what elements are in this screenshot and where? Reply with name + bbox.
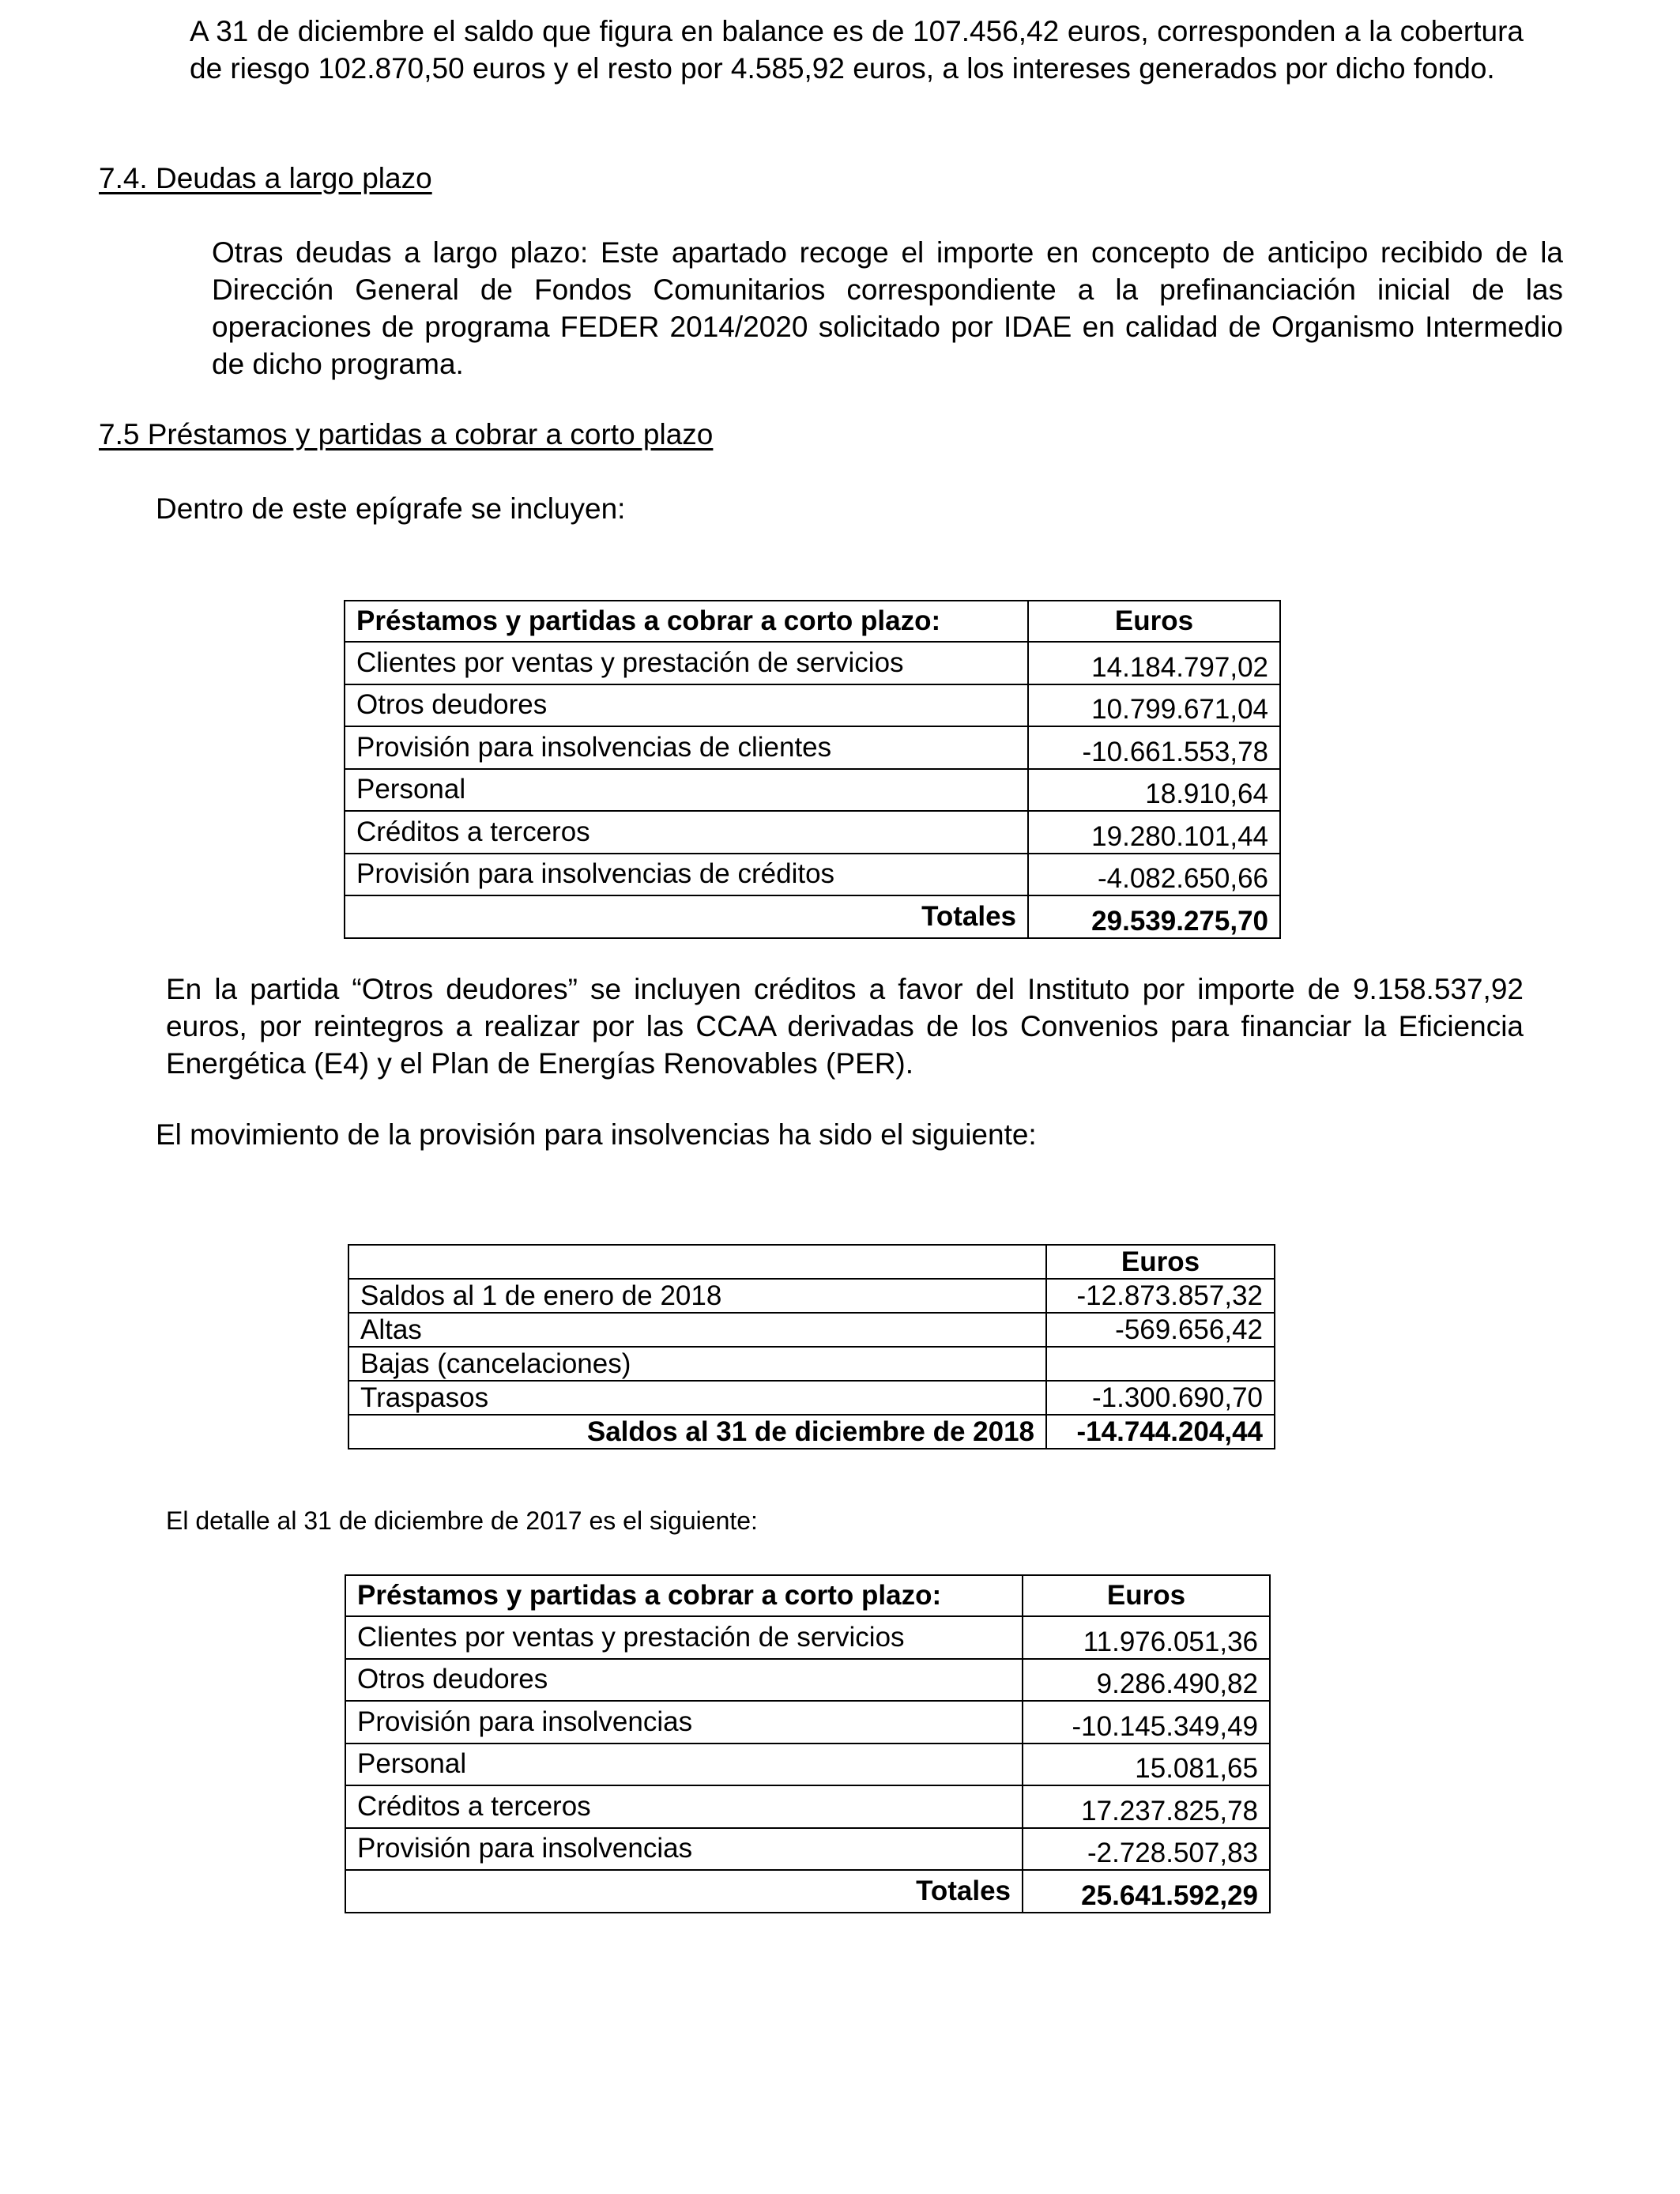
row-value: -4.082.650,66 — [1028, 854, 1280, 896]
row-value: -569.656,42 — [1046, 1313, 1275, 1347]
row-label: Traspasos — [348, 1381, 1046, 1415]
table-row — [345, 642, 1280, 684]
table-total-row — [345, 1870, 1270, 1913]
row-value: -12.873.857,32 — [1046, 1279, 1275, 1313]
table-row — [345, 1701, 1270, 1744]
row-value: 17.237.825,78 — [1023, 1785, 1270, 1828]
row-label: Personal — [345, 1744, 1023, 1786]
total-label: Totales — [345, 1870, 1023, 1913]
row-label: Otros deudores — [345, 684, 1028, 727]
row-label: Bajas (cancelaciones) — [348, 1347, 1046, 1381]
table-total-row — [345, 895, 1280, 938]
table-row — [345, 1744, 1270, 1786]
table-row — [345, 1659, 1270, 1702]
paragraph-fund-balance: A 31 de diciembre el saldo que figura en balance es de 107.456,42 euros, corresponden a la cobertura de riesgo 102.870,50 euros y el resto por 4.585,92 euros, a los intereses generados por dicho fondo. — [190, 15, 1524, 85]
table-row — [345, 1616, 1270, 1659]
total-label: Saldos al 31 de diciembre de 2018 — [348, 1415, 1046, 1449]
row-value — [1046, 1347, 1275, 1381]
total-value: 25.641.592,29 — [1023, 1870, 1270, 1913]
row-label: Clientes por ventas y prestación de servicios — [345, 1616, 1023, 1659]
row-label: Altas — [348, 1313, 1046, 1347]
row-label: Saldos al 1 de enero de 2018 — [348, 1279, 1046, 1313]
row-value: 14.184.797,02 — [1028, 642, 1280, 684]
table-total-row — [348, 1415, 1275, 1449]
heading-7-4: 7.4. Deudas a largo plazo — [99, 162, 432, 194]
row-label: Créditos a terceros — [345, 811, 1028, 854]
row-value: 15.081,65 — [1023, 1744, 1270, 1786]
total-value: -14.744.204,44 — [1046, 1415, 1275, 1449]
row-label: Provisión para insolvencias de clientes — [345, 726, 1028, 769]
total-value: 29.539.275,70 — [1028, 895, 1280, 938]
row-value: 11.976.051,36 — [1023, 1616, 1270, 1659]
loans-receivables-table-2018 — [344, 600, 1281, 939]
table-header-euros: Euros — [1028, 601, 1280, 642]
row-label: Créditos a terceros — [345, 1785, 1023, 1828]
provision-movement-table — [348, 1244, 1275, 1449]
paragraph-provision-movement: El movimiento de la provisión para insolvencias ha sido el siguiente: — [156, 1118, 1037, 1151]
table-header-euros: Euros — [1046, 1245, 1275, 1279]
table-row — [345, 854, 1280, 896]
table-row — [345, 811, 1280, 854]
row-value: 18.910,64 — [1028, 769, 1280, 812]
row-value: -1.300.690,70 — [1046, 1381, 1275, 1415]
paragraph-other-debtors: En la partida “Otros deudores” se incluyen créditos a favor del Instituto por importe de 9.158.537,92 euros, por reintegros a realizar por las CCAA derivadas de los Convenios para financiar la Eficiencia Energética (E4) y el Plan de Energías Renovables (PER). — [166, 973, 1524, 1080]
table-header-blank — [348, 1245, 1046, 1279]
table-row — [348, 1313, 1275, 1347]
row-label: Clientes por ventas y prestación de servicios — [345, 642, 1028, 684]
table-header-row — [348, 1245, 1275, 1279]
paragraph-intro-epigraph: Dentro de este epígrafe se incluyen: — [156, 492, 626, 525]
row-value: 10.799.671,04 — [1028, 684, 1280, 727]
row-value: -10.661.553,78 — [1028, 726, 1280, 769]
total-label: Totales — [345, 895, 1028, 938]
table-header-row — [345, 1575, 1270, 1616]
loans-receivables-table-2017 — [345, 1574, 1271, 1913]
table-header-euros: Euros — [1023, 1575, 1270, 1616]
row-value: 19.280.101,44 — [1028, 811, 1280, 854]
table-row — [345, 1828, 1270, 1871]
table-row — [345, 726, 1280, 769]
table-header-row — [345, 601, 1280, 642]
table-row — [345, 684, 1280, 727]
table-row — [345, 1785, 1270, 1828]
paragraph-long-term-debts: Otras deudas a largo plazo: Este apartado recoge el importe en concepto de anticipo recibido de la Dirección General de Fondos Comunitarios correspondiente a la prefinanciación inicial de las operaciones de programa FEDER 2014/2020 solicitado por IDAE en calidad de Organismo Intermedio de dicho programa. — [212, 236, 1563, 380]
row-value: -2.728.507,83 — [1023, 1828, 1270, 1871]
row-label: Provisión para insolvencias de créditos — [345, 854, 1028, 896]
row-value: 9.286.490,82 — [1023, 1659, 1270, 1702]
heading-7-5: 7.5 Préstamos y partidas a cobrar a corto plazo — [99, 418, 714, 450]
paragraph-detail-2017: El detalle al 31 de diciembre de 2017 es el siguiente: — [166, 1506, 758, 1535]
table-header-concept: Préstamos y partidas a cobrar a corto plazo: — [345, 601, 1028, 642]
table-header-concept: Préstamos y partidas a cobrar a corto plazo: — [345, 1575, 1023, 1616]
row-label: Personal — [345, 769, 1028, 812]
table-row — [348, 1279, 1275, 1313]
row-label: Otros deudores — [345, 1659, 1023, 1702]
row-value: -10.145.349,49 — [1023, 1701, 1270, 1744]
table-row — [348, 1347, 1275, 1381]
row-label: Provisión para insolvencias — [345, 1828, 1023, 1871]
row-label: Provisión para insolvencias — [345, 1701, 1023, 1744]
table-row — [348, 1381, 1275, 1415]
table-row — [345, 769, 1280, 812]
